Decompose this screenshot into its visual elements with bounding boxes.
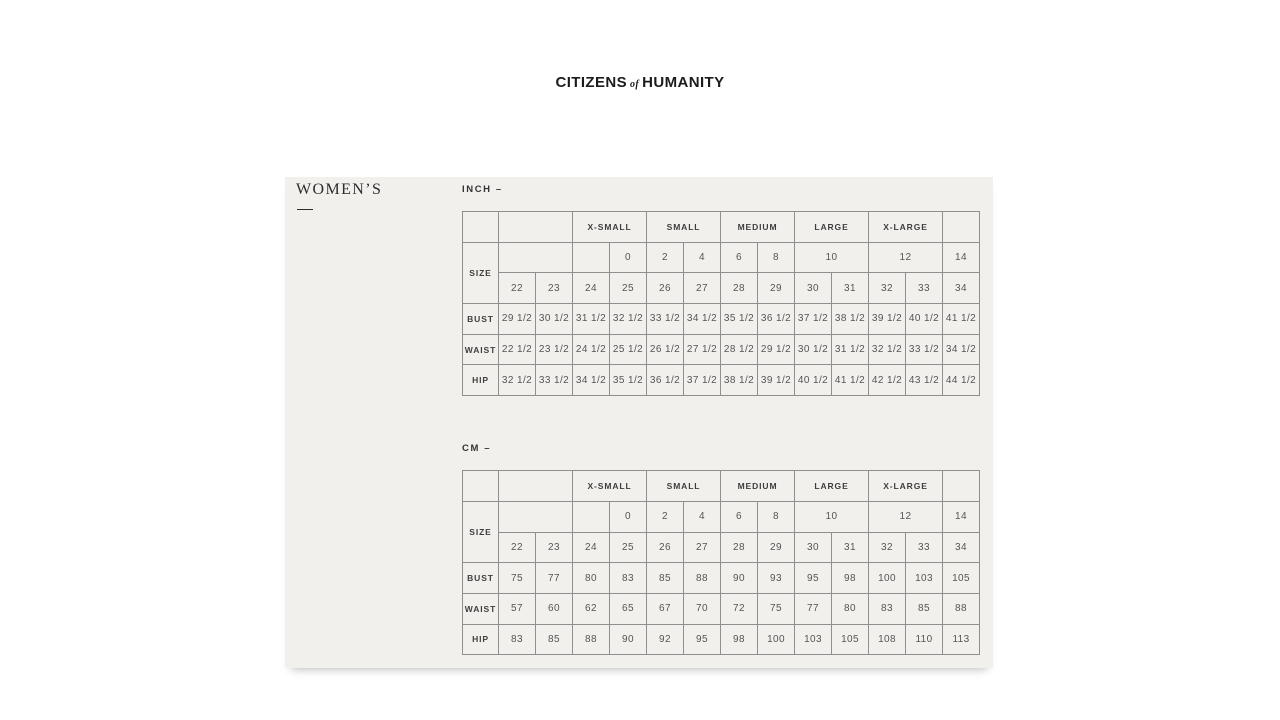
- group-header-cell: LARGE: [795, 471, 869, 502]
- column-size-cell: 22: [499, 532, 536, 563]
- size-row-label-cell: SIZE: [463, 242, 499, 303]
- measure-value-cell: 32 1/2: [499, 365, 536, 396]
- measure-label-cell: WAIST: [463, 593, 499, 624]
- column-size-cell: 33: [906, 273, 943, 304]
- measure-value-cell: 31 1/2: [832, 334, 869, 365]
- column-size-cell: 27: [684, 532, 721, 563]
- measure-value-cell: 83: [499, 624, 536, 655]
- us-size-cell: 8: [758, 501, 795, 532]
- measure-value-cell: 35 1/2: [610, 365, 647, 396]
- measure-value-cell: 108: [869, 624, 906, 655]
- group-header-cell: X-SMALL: [573, 471, 647, 502]
- empty-group-cell: [499, 471, 573, 502]
- empty-us-size-cell: [499, 501, 573, 532]
- measure-value-cell: 29 1/2: [499, 304, 536, 335]
- empty-group-cell: [499, 212, 573, 243]
- column-size-cell: 26: [647, 273, 684, 304]
- us-size-cell: 14: [943, 242, 980, 273]
- measure-value-cell: 22 1/2: [499, 334, 536, 365]
- column-size-cell: 31: [832, 273, 869, 304]
- measure-value-cell: 103: [795, 624, 832, 655]
- column-size-cell: 30: [795, 532, 832, 563]
- measure-value-cell: 113: [943, 624, 980, 655]
- measure-value-cell: 37 1/2: [795, 304, 832, 335]
- measure-value-cell: 36 1/2: [647, 365, 684, 396]
- measure-value-cell: 42 1/2: [869, 365, 906, 396]
- measure-value-cell: 85: [647, 563, 684, 594]
- measure-value-cell: 33 1/2: [536, 365, 573, 396]
- measure-value-cell: 88: [573, 624, 610, 655]
- measure-value-cell: 83: [610, 563, 647, 594]
- measure-value-cell: 105: [943, 563, 980, 594]
- measure-value-cell: 85: [536, 624, 573, 655]
- column-size-cell: 34: [943, 273, 980, 304]
- us-size-cell: 10: [795, 501, 869, 532]
- us-size-cell: 4: [684, 501, 721, 532]
- cm-size-table: [462, 470, 980, 655]
- inch-unit-label: INCH –: [462, 184, 503, 195]
- measure-value-cell: 65: [610, 593, 647, 624]
- measure-value-cell: 100: [758, 624, 795, 655]
- column-size-cell: 29: [758, 273, 795, 304]
- measure-value-cell: 80: [573, 563, 610, 594]
- inch-bust-row: [463, 304, 980, 335]
- measure-value-cell: 39 1/2: [869, 304, 906, 335]
- womens-underline-dash: [297, 209, 313, 210]
- measure-value-cell: 70: [684, 593, 721, 624]
- measure-value-cell: 67: [647, 593, 684, 624]
- measure-value-cell: 30 1/2: [536, 304, 573, 335]
- inch-waist-row: [463, 334, 980, 365]
- measure-value-cell: 40 1/2: [906, 304, 943, 335]
- column-size-cell: 31: [832, 532, 869, 563]
- measure-value-cell: 75: [499, 563, 536, 594]
- measure-value-cell: 100: [869, 563, 906, 594]
- measure-value-cell: 88: [943, 593, 980, 624]
- us-size-cell: 8: [758, 242, 795, 273]
- group-header-cell: MEDIUM: [721, 212, 795, 243]
- group-header-cell: X-SMALL: [573, 212, 647, 243]
- measure-value-cell: 90: [610, 624, 647, 655]
- empty-group-cell: [943, 212, 980, 243]
- measure-value-cell: 27 1/2: [684, 334, 721, 365]
- measure-value-cell: 28 1/2: [721, 334, 758, 365]
- column-size-cell: 33: [906, 532, 943, 563]
- us-size-cell: 6: [721, 501, 758, 532]
- measure-value-cell: 41 1/2: [943, 304, 980, 335]
- us-size-cell: 2: [647, 242, 684, 273]
- measure-value-cell: 24 1/2: [573, 334, 610, 365]
- brand-logo-of: of: [630, 79, 640, 90]
- measure-value-cell: 25 1/2: [610, 334, 647, 365]
- us-size-cell: 12: [869, 501, 943, 532]
- column-size-cell: 22: [499, 273, 536, 304]
- measure-value-cell: 93: [758, 563, 795, 594]
- measure-label-cell: BUST: [463, 563, 499, 594]
- measure-value-cell: 44 1/2: [943, 365, 980, 396]
- measure-value-cell: 35 1/2: [721, 304, 758, 335]
- group-header-cell: SMALL: [647, 212, 721, 243]
- measure-value-cell: 31 1/2: [573, 304, 610, 335]
- measure-value-cell: 57: [499, 593, 536, 624]
- column-size-cell: 24: [573, 532, 610, 563]
- group-header-cell: X-LARGE: [869, 212, 943, 243]
- measure-value-cell: 75: [758, 593, 795, 624]
- measure-value-cell: 95: [795, 563, 832, 594]
- measure-value-cell: 43 1/2: [906, 365, 943, 396]
- size-guide-panel: [285, 177, 993, 668]
- corner-cell: [463, 212, 499, 243]
- measure-value-cell: 90: [721, 563, 758, 594]
- column-size-cell: 28: [721, 273, 758, 304]
- measure-value-cell: 80: [832, 593, 869, 624]
- size-charts-column: [462, 184, 979, 655]
- measure-label-cell: HIP: [463, 365, 499, 396]
- column-size-cell: 23: [536, 532, 573, 563]
- column-size-cell: 28: [721, 532, 758, 563]
- measure-value-cell: 36 1/2: [758, 304, 795, 335]
- column-size-cell: 24: [573, 273, 610, 304]
- corner-cell: [463, 471, 499, 502]
- us-size-cell: 0: [610, 501, 647, 532]
- brand-logo: [0, 74, 1280, 91]
- measure-value-cell: 62: [573, 593, 610, 624]
- measure-value-cell: 32 1/2: [610, 304, 647, 335]
- group-header-cell: MEDIUM: [721, 471, 795, 502]
- measure-value-cell: 83: [869, 593, 906, 624]
- measure-value-cell: 77: [536, 563, 573, 594]
- cm-unit-label: CM –: [462, 443, 492, 455]
- us-size-cell: 10: [795, 242, 869, 273]
- measure-value-cell: 95: [684, 624, 721, 655]
- brand-logo-citizens: CITIZENS: [555, 74, 628, 91]
- measure-value-cell: 32 1/2: [869, 334, 906, 365]
- cm-waist-row: [463, 593, 980, 624]
- empty-group-cell: [943, 471, 980, 502]
- measure-value-cell: 38 1/2: [721, 365, 758, 396]
- column-size-cell: 25: [610, 532, 647, 563]
- measure-value-cell: 38 1/2: [832, 304, 869, 335]
- measure-value-cell: 33 1/2: [647, 304, 684, 335]
- empty-us-size-cell: [499, 242, 573, 273]
- inch-size-table: [462, 211, 980, 396]
- column-size-cell: 30: [795, 273, 832, 304]
- cm-chart-block: [462, 443, 979, 655]
- column-size-cell: 29: [758, 532, 795, 563]
- empty-us-size-cell: [573, 501, 610, 532]
- us-size-cell: 2: [647, 501, 684, 532]
- measure-value-cell: 30 1/2: [795, 334, 832, 365]
- us-size-cell: 12: [869, 242, 943, 273]
- column-size-cell: 27: [684, 273, 721, 304]
- measure-value-cell: 85: [906, 593, 943, 624]
- us-size-cell: 0: [610, 242, 647, 273]
- empty-us-size-cell: [573, 242, 610, 273]
- column-size-cell: 26: [647, 532, 684, 563]
- inch-chart-block: [462, 184, 979, 396]
- measure-value-cell: 98: [832, 563, 869, 594]
- us-size-cell: 14: [943, 501, 980, 532]
- us-size-cell: 4: [684, 242, 721, 273]
- us-size-cell: 6: [721, 242, 758, 273]
- measure-label-cell: HIP: [463, 624, 499, 655]
- measure-value-cell: 34 1/2: [684, 304, 721, 335]
- column-size-cell: 34: [943, 532, 980, 563]
- measure-value-cell: 77: [795, 593, 832, 624]
- column-size-cell: 32: [869, 532, 906, 563]
- measure-value-cell: 40 1/2: [795, 365, 832, 396]
- measure-label-cell: WAIST: [463, 334, 499, 365]
- measure-value-cell: 33 1/2: [906, 334, 943, 365]
- measure-value-cell: 110: [906, 624, 943, 655]
- measure-value-cell: 23 1/2: [536, 334, 573, 365]
- group-header-cell: X-LARGE: [869, 471, 943, 502]
- column-size-cell: 32: [869, 273, 906, 304]
- measure-value-cell: 34 1/2: [943, 334, 980, 365]
- measure-value-cell: 29 1/2: [758, 334, 795, 365]
- measure-value-cell: 98: [721, 624, 758, 655]
- measure-value-cell: 105: [832, 624, 869, 655]
- group-header-cell: SMALL: [647, 471, 721, 502]
- size-row-label-cell: SIZE: [463, 501, 499, 562]
- measure-value-cell: 72: [721, 593, 758, 624]
- inch-size-table-container: [462, 211, 979, 396]
- column-size-cell: 25: [610, 273, 647, 304]
- cm-bust-row: [463, 563, 980, 594]
- measure-value-cell: 26 1/2: [647, 334, 684, 365]
- group-header-cell: LARGE: [795, 212, 869, 243]
- measure-value-cell: 34 1/2: [573, 365, 610, 396]
- measure-value-cell: 37 1/2: [684, 365, 721, 396]
- brand-logo-humanity: HUMANITY: [642, 74, 725, 91]
- measure-value-cell: 103: [906, 563, 943, 594]
- measure-value-cell: 39 1/2: [758, 365, 795, 396]
- measure-value-cell: 92: [647, 624, 684, 655]
- inch-hip-row: [463, 365, 980, 396]
- measure-value-cell: 60: [536, 593, 573, 624]
- measure-value-cell: 88: [684, 563, 721, 594]
- cm-hip-row: [463, 624, 980, 655]
- measure-value-cell: 41 1/2: [832, 365, 869, 396]
- cm-size-table-container: [462, 470, 979, 655]
- section-title-womens: WOMEN’S: [296, 181, 383, 198]
- measure-label-cell: BUST: [463, 304, 499, 335]
- column-size-cell: 23: [536, 273, 573, 304]
